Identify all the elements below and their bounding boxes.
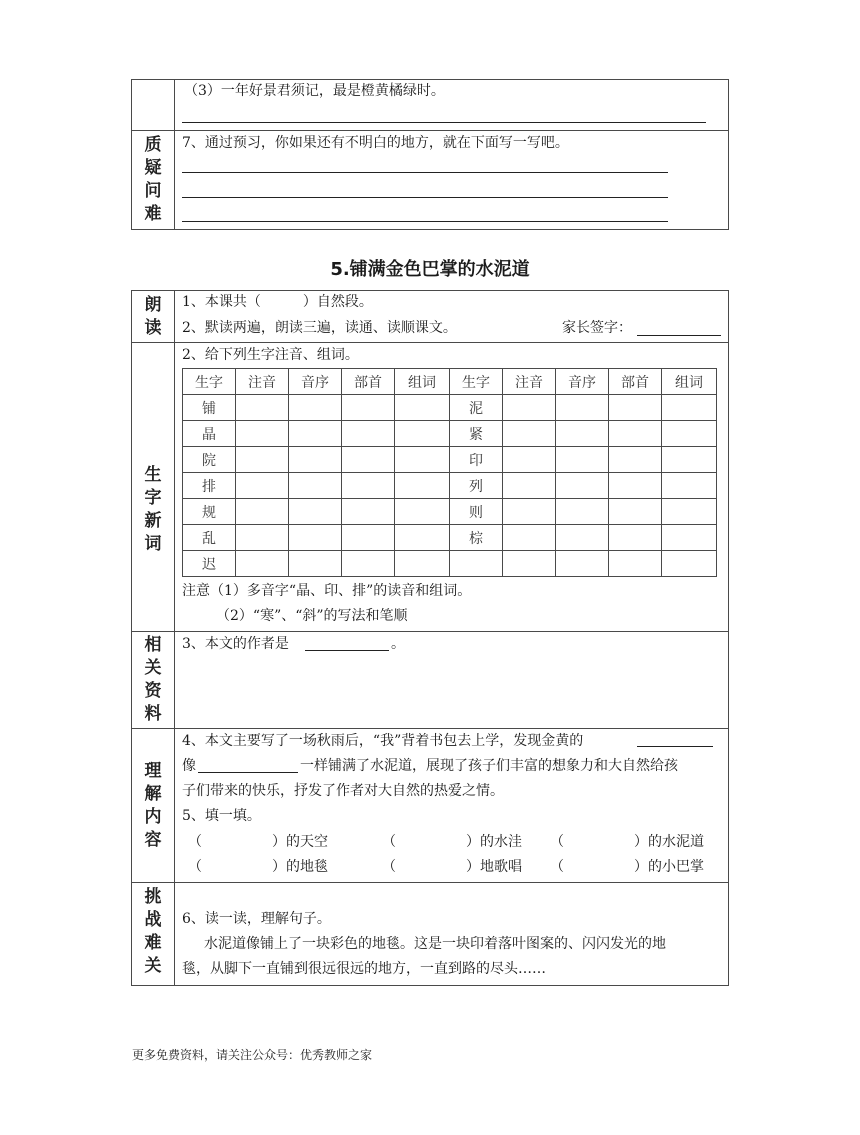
radical-cell[interactable] [342, 473, 395, 499]
column-header: 部首 [609, 369, 662, 395]
question-7: 7、通过预习，你如果还有不明白的地方，就在下面写一写吧。 [182, 135, 569, 151]
pinyin-cell[interactable] [503, 499, 556, 525]
pinyin-cell[interactable] [236, 473, 289, 499]
table-row [183, 473, 717, 499]
word-cell[interactable] [662, 499, 717, 525]
section-label-related: 相 关 资 料 [144, 635, 162, 724]
word-cell[interactable] [662, 447, 717, 473]
author-answer-line[interactable] [305, 650, 389, 651]
char-cell: 棕 [450, 525, 503, 551]
section-label-new-words: 生 字 新 词 [144, 465, 162, 554]
word-cell[interactable] [395, 551, 450, 577]
initial-cell[interactable] [556, 395, 609, 421]
char-cell: 则 [450, 499, 503, 525]
passage-line-2: 毯，从脚下一直铺到很远很远的地方，一直到路的尽头…… [182, 961, 546, 977]
column-header: 注音 [236, 369, 289, 395]
fill-blank-item[interactable]: （ ）的小巴掌 [550, 859, 704, 875]
radical-cell[interactable] [342, 499, 395, 525]
column-header: 部首 [342, 369, 395, 395]
column-header: 音序 [289, 369, 342, 395]
top-table-divider [174, 79, 175, 230]
footer-note: 更多免费资料，请关注公众号：优秀教师之家 [132, 1048, 373, 1062]
initial-cell[interactable] [289, 447, 342, 473]
initial-cell[interactable] [289, 551, 342, 577]
initial-cell[interactable] [556, 421, 609, 447]
pinyin-cell[interactable] [236, 525, 289, 551]
radical-cell[interactable] [609, 525, 662, 551]
row-divider [131, 631, 729, 632]
table-row [183, 499, 717, 525]
initial-cell[interactable] [289, 395, 342, 421]
table-row [183, 395, 717, 421]
answer-line[interactable] [182, 221, 668, 222]
pinyin-cell[interactable] [503, 421, 556, 447]
radical-cell[interactable] [609, 447, 662, 473]
pinyin-cell[interactable] [236, 447, 289, 473]
answer-line[interactable] [182, 197, 668, 198]
word-cell[interactable] [662, 551, 717, 577]
question-3: 3、本文的作者是 [182, 636, 289, 652]
section-label-understand: 理 解 内 容 [144, 761, 162, 850]
question-4-line-2b: 一样铺满了水泥道，展现了孩子们丰富的想象力和大自然给孩 [300, 758, 678, 774]
radical-cell[interactable] [609, 551, 662, 577]
word-cell[interactable] [395, 473, 450, 499]
passage-line-1: 水泥道像铺上了一块彩色的地毯。这是一块印着落叶图案的、闪闪发光的地 [204, 936, 666, 952]
word-cell[interactable] [662, 395, 717, 421]
table-header-row [183, 369, 717, 395]
initial-cell[interactable] [556, 447, 609, 473]
word-cell[interactable] [395, 395, 450, 421]
top-table-row-divider [131, 130, 729, 131]
table-row [183, 447, 717, 473]
fill-blank-item[interactable]: （ ）地歌唱 [382, 859, 522, 875]
char-cell: 迟 [183, 551, 236, 577]
char-cell: 规 [183, 499, 236, 525]
fill-blank-item[interactable]: （ ）的天空 [188, 834, 328, 850]
column-header: 组词 [395, 369, 450, 395]
fill-blank-item[interactable]: （ ）的地毯 [188, 859, 328, 875]
char-cell: 排 [183, 473, 236, 499]
pinyin-cell[interactable] [236, 395, 289, 421]
char-cell: 泥 [450, 395, 503, 421]
question-3-end: 。 [391, 636, 405, 652]
char-cell: 晶 [183, 421, 236, 447]
initial-cell[interactable] [556, 525, 609, 551]
word-cell[interactable] [662, 525, 717, 551]
char-cell: 铺 [183, 395, 236, 421]
column-header: 生字 [450, 369, 503, 395]
initial-cell[interactable] [289, 421, 342, 447]
initial-cell[interactable] [289, 525, 342, 551]
question-1: 1、本课共（ ）自然段。 [182, 294, 373, 310]
pinyin-cell[interactable] [503, 447, 556, 473]
pinyin-cell[interactable] [236, 421, 289, 447]
word-cell[interactable] [662, 473, 717, 499]
section-label-reading: 朗 读 [144, 295, 162, 338]
table-row [183, 421, 717, 447]
question-4-line-3: 子们带来的快乐，抒发了作者对大自然的热爱之情。 [182, 783, 504, 799]
initial-cell[interactable] [556, 499, 609, 525]
answer-line[interactable] [182, 122, 706, 123]
column-header: 组词 [662, 369, 717, 395]
row-divider [131, 728, 729, 729]
word-cell[interactable] [395, 499, 450, 525]
column-header: 生字 [183, 369, 236, 395]
fill-blank-item[interactable]: （ ）的水泥道 [550, 834, 704, 850]
word-cell[interactable] [662, 421, 717, 447]
pinyin-cell[interactable] [236, 499, 289, 525]
word-cell[interactable] [395, 447, 450, 473]
char-cell: 印 [450, 447, 503, 473]
char-cell: 列 [450, 473, 503, 499]
char-cell [450, 551, 503, 577]
initial-cell[interactable] [289, 473, 342, 499]
pinyin-cell[interactable] [503, 525, 556, 551]
column-header: 音序 [556, 369, 609, 395]
word-cell[interactable] [395, 421, 450, 447]
character-table [182, 368, 717, 577]
note-stroke-order: （2）“寒”、“斜”的写法和笔顺 [216, 608, 408, 624]
answer-line[interactable] [182, 172, 668, 173]
table-row [183, 525, 717, 551]
parent-signature-label: 家长签字： [562, 320, 632, 336]
radical-cell[interactable] [609, 395, 662, 421]
answer-line[interactable] [198, 772, 298, 773]
radical-cell[interactable] [609, 421, 662, 447]
initial-cell[interactable] [289, 499, 342, 525]
char-cell: 紧 [450, 421, 503, 447]
lesson-title: 5.铺满金色巴掌的水泥道 [330, 259, 530, 280]
parent-signature-line[interactable] [637, 335, 721, 336]
question-4-line-1: 4、本文主要写了一场秋雨后，“我”背着书包去上学，发现金黄的 [182, 733, 584, 749]
pinyin-cell[interactable] [236, 551, 289, 577]
question-6: 6、读一读，理解句子。 [182, 911, 331, 927]
row-divider [131, 882, 729, 883]
char-cell: 乱 [183, 525, 236, 551]
answer-line[interactable] [637, 746, 713, 747]
poem-line-3: （3）一年好景君须记，最是橙黄橘绿时。 [184, 83, 445, 99]
table-row [183, 551, 717, 577]
pinyin-cell[interactable] [503, 551, 556, 577]
word-cell[interactable] [395, 525, 450, 551]
radical-cell[interactable] [342, 395, 395, 421]
initial-cell[interactable] [556, 473, 609, 499]
top-table [131, 79, 729, 230]
radical-cell[interactable] [609, 499, 662, 525]
column-header: 注音 [503, 369, 556, 395]
radical-cell[interactable] [342, 551, 395, 577]
initial-cell[interactable] [556, 551, 609, 577]
question-2: 2、默读两遍，朗读三遍，读通、读顺课文。 [182, 320, 457, 336]
radical-cell[interactable] [342, 525, 395, 551]
section-label-questions: 质 疑 问 难 [144, 135, 162, 224]
char-cell: 院 [183, 447, 236, 473]
section-label-challenge: 挑 战 难 关 [144, 887, 162, 976]
fill-blank-item[interactable]: （ ）的水洼 [382, 834, 522, 850]
radical-cell[interactable] [609, 473, 662, 499]
row-divider [131, 342, 729, 343]
pinyin-cell[interactable] [503, 395, 556, 421]
question-5: 5、填一填。 [182, 808, 261, 824]
radical-cell[interactable] [342, 421, 395, 447]
question-2-instruction: 2、给下列生字注音、组词。 [182, 347, 359, 363]
radical-cell[interactable] [342, 447, 395, 473]
pinyin-cell[interactable] [503, 473, 556, 499]
question-4-line-2a: 像 [182, 758, 196, 774]
note-polyphonic: 注意（1）多音字“晶、印、排”的读音和组词。 [182, 583, 472, 599]
